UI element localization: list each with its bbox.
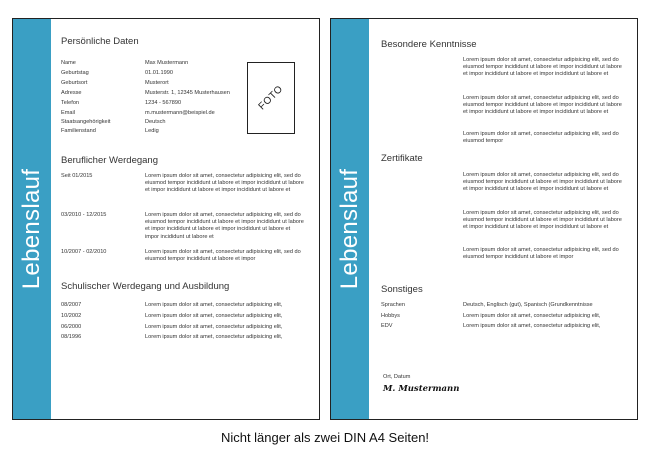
personal-value: Deutsch [145, 119, 166, 125]
misc-row [381, 302, 629, 310]
school-date: 06/2000 [61, 324, 82, 330]
school-description: Lorem ipsum dolor sit amet, consectetur adipisicing elit, [145, 302, 283, 308]
career-description: Lorem ipsum dolor sit amet, consectetur adipisicing elit, sed do eiusmod tempor incididunt ut labore et impor incididunt ut labore et impor incididunt ut labore et impor incididunt ut labore et impor incididunt ut labore et [145, 212, 304, 240]
personal-label: Familienstand [61, 128, 96, 134]
page-1-content [61, 19, 311, 419]
misc-value: Lorem ipsum dolor sit amet, consectetur adipisicing elit, [463, 313, 601, 319]
school-description: Lorem ipsum dolor sit amet, consectetur adipisicing elit, [145, 324, 283, 330]
photo-label: FOTO [256, 83, 286, 113]
personal-value: Max Mustermann [145, 60, 189, 66]
signature: M. Mustermann [383, 384, 460, 394]
personal-label: Telefon [61, 100, 80, 106]
cv-page-2 [330, 18, 638, 420]
certificate-entry: Lorem ipsum dolor sit amet, consectetur adipisicing elit, sed do eiusmod tempor incididunt ut labore et impor [463, 247, 619, 261]
career-description: Lorem ipsum dolor sit amet, consectetur adipisicing elit, sed do eiusmod tempor incididunt ut labore et impor [145, 249, 301, 263]
skills-entry: Lorem ipsum dolor sit amet, consectetur adipisicing elit, sed do eiusmod tempor incididunt ut labore et impor incididunt ut labore et impor incididunt ut labore et impor incididunt ut labore et [463, 57, 622, 78]
personal-label: Email [61, 110, 75, 116]
career-description: Lorem ipsum dolor sit amet, consectetur adipisicing elit, sed do eiusmod tempor incididunt ut labore et impor incididunt ut labore et impor incididunt ut labore et impor incididunt ut labore et [145, 173, 304, 194]
misc-value: Deutsch, Englisch (gut), Spanisch (Grundkenntnisse [463, 302, 593, 308]
section-heading-certificates: Zertifikate [381, 153, 423, 164]
school-description: Lorem ipsum dolor sit amet, consectetur adipisicing elit, [145, 313, 283, 319]
school-date: 08/2007 [61, 302, 82, 308]
personal-label: Staatsangehörigkeit [61, 119, 111, 125]
certificate-entry: Lorem ipsum dolor sit amet, consectetur adipisicing elit, sed do eiusmod tempor incididunt ut labore et impor incididunt ut labore et impor incididunt ut labore et impor incididunt ut labore et [463, 210, 622, 231]
cv-page-1 [12, 18, 320, 420]
personal-label: Geburtstag [61, 70, 89, 76]
photo-placeholder [247, 62, 295, 134]
personal-value: 01.01.1990 [145, 70, 173, 76]
personal-value: m.mustermann@beispiel.de [145, 110, 215, 116]
personal-label: Geburtsort [61, 80, 88, 86]
sidebar-title: Lebenslauf [336, 168, 363, 290]
misc-label: EDV [381, 323, 393, 329]
skills-entry: Lorem ipsum dolor sit amet, consectetur adipisicing elit, sed do eiusmod tempor [463, 131, 619, 145]
career-date: 10/2007 - 02/2010 [61, 249, 107, 255]
misc-row [381, 323, 629, 331]
personal-label: Adresse [61, 90, 82, 96]
place-date-label: Ort, Datum [383, 374, 411, 380]
school-date: 08/1996 [61, 334, 82, 340]
sidebar-stripe [331, 19, 369, 419]
school-date: 10/2002 [61, 313, 82, 319]
misc-label: Hobbys [381, 313, 400, 319]
misc-label: Sprachen [381, 302, 405, 308]
caption: Nicht länger als zwei DIN A4 Seiten! [220, 430, 430, 445]
section-heading-skills: Besondere Kenntnisse [381, 39, 477, 50]
section-heading-misc: Sonstiges [381, 284, 423, 295]
sidebar-title: Lebenslauf [18, 168, 45, 290]
career-date: 03/2010 - 12/2015 [61, 212, 107, 218]
career-date: Seit 01/2015 [61, 173, 93, 179]
personal-label: Name [61, 60, 76, 66]
certificate-entry: Lorem ipsum dolor sit amet, consectetur adipisicing elit, sed do eiusmod tempor incididunt ut labore et impor incididunt ut labore et impor incididunt ut labore et impor incididunt ut labore et [463, 172, 622, 193]
personal-value: Ledig [145, 128, 159, 134]
section-heading-career: Beruflicher Werdegang [61, 155, 158, 166]
personal-value: Musterort [145, 80, 169, 86]
section-heading-school: Schulischer Werdegang und Ausbildung [61, 281, 230, 292]
misc-row [381, 313, 629, 321]
personal-value: Musterstr. 1, 12345 Musterhausen [145, 90, 230, 96]
page-2-content [381, 19, 629, 419]
sidebar-stripe [13, 19, 51, 419]
section-heading-personal: Persönliche Daten [61, 36, 139, 47]
misc-value: Lorem ipsum dolor sit amet, consectetur adipisicing elit, [463, 323, 601, 329]
skills-entry: Lorem ipsum dolor sit amet, consectetur adipisicing elit, sed do eiusmod tempor incididunt ut labore et impor incididunt ut labore et impor incididunt ut labore et impor incididunt ut labore et [463, 95, 622, 116]
personal-value: 1234 - 567890 [145, 100, 182, 106]
school-description: Lorem ipsum dolor sit amet, consectetur adipisicing elit, [145, 334, 283, 340]
